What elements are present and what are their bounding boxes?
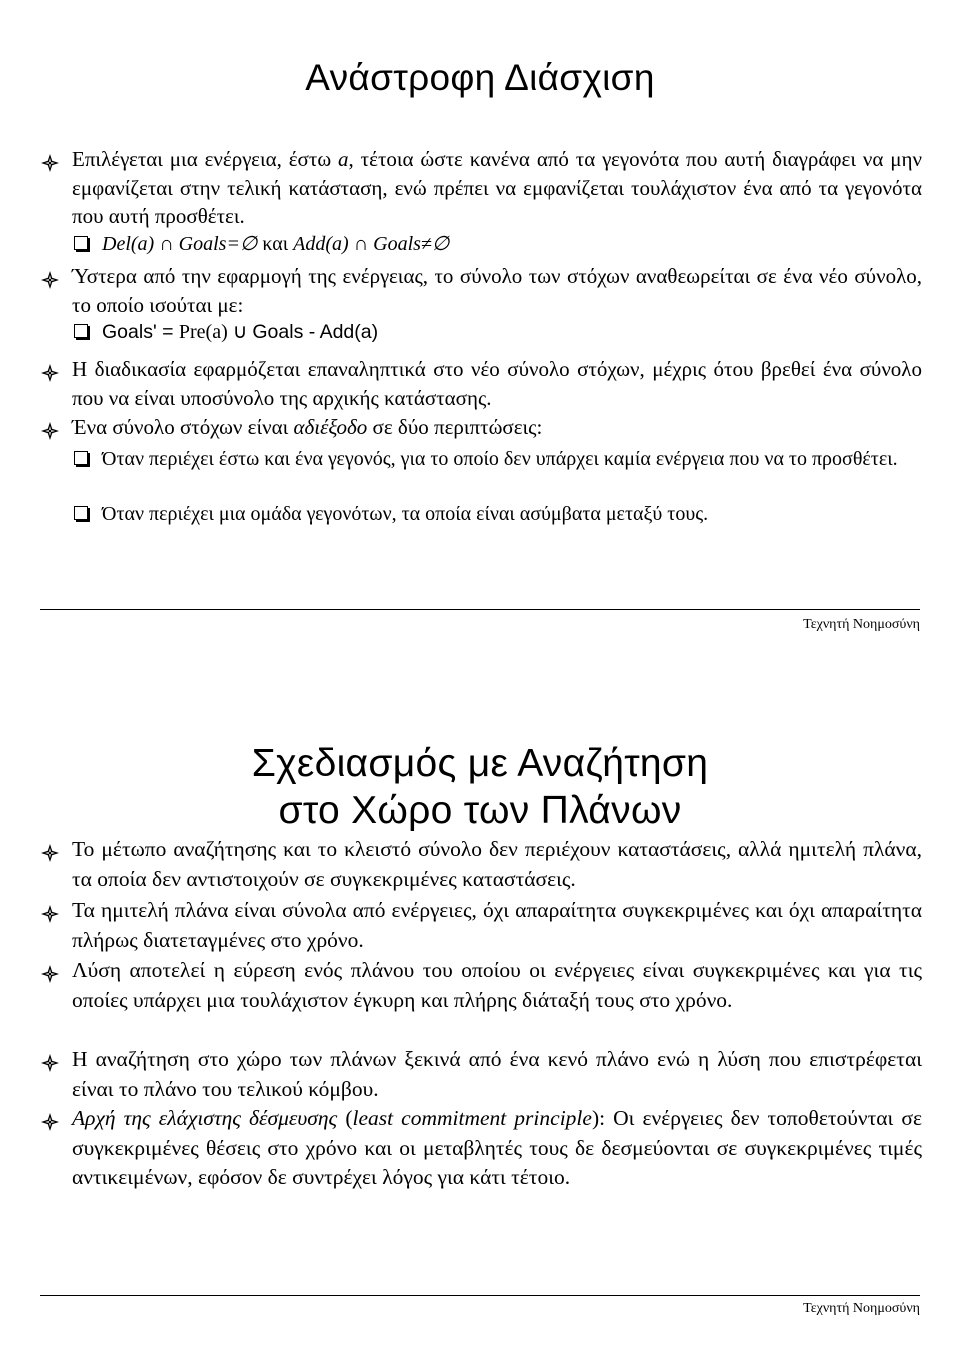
bullet-item [40, 956, 922, 1015]
bullet-item [40, 835, 922, 894]
footer-label: Τεχνητή Νοημοσύνη [803, 1301, 920, 1316]
sub-item-text: Όταν περιέχει μια ομάδα γεγονότων, τα οποία είναι ασύμβατα μεταξύ τους. [102, 503, 709, 525]
square-bullet-icon [74, 451, 88, 465]
sub-item-text: Del(a) ∩ Goals=∅ και Add(a) ∩ Goals≠∅ [102, 233, 450, 255]
diamond-bullet-icon [40, 266, 60, 294]
diamond-bullet-icon [40, 900, 60, 928]
bullet-item [40, 1104, 922, 1193]
diamond-bullet-icon [40, 417, 60, 445]
square-bullet-icon [74, 324, 88, 338]
slide-backward-search [0, 0, 960, 660]
bullet-text: Λύση αποτελεί η εύρεση ενός πλάνου του οποίου οι ενέργειες είναι συγκεκριμένες και για τις οποίες υπάρχει μια τουλάχιστον έγκυρη και πλήρης διάταξή τους στο χρόνο. [72, 958, 922, 1012]
diamond-bullet-icon [40, 1049, 60, 1077]
sub-item [72, 500, 922, 529]
bullet-text: Η αναζήτηση στο χώρο των πλάνων ξεκινά από ένα κενό πλάνο ενώ η λύση που επιστρέφεται είναι το πλάνο του τελικού κόμβου. [72, 1047, 922, 1101]
bullet-item [40, 262, 922, 319]
square-bullet-icon [74, 236, 88, 250]
sub-item [72, 445, 922, 474]
bullet-item [40, 355, 922, 412]
bullet-item [40, 145, 922, 231]
footer-rule [40, 609, 920, 610]
bullet-text: Ύστερα από την εφαρμογή της ενέργειας, το σύνολο των στόχων αναθεωρείται σε ένα νέο σύνολο, το οποίο ισούται με: [72, 264, 922, 317]
bullet-text: Αρχή της ελάχιστης δέσμευσης (least commitment principle): Οι ενέργειες δεν τοποθετούνται σε συγκεκριμένες θέσεις στο χρόνο και οι μεταβλητές τους δε δεσμεύονται σε συγκεκριμένες τιμές αντικειμένων, εφόσον δε συντρέχει λόγος για κάτι τέτοιο. [72, 1106, 922, 1189]
bullet-item [40, 1045, 922, 1104]
diamond-bullet-icon [40, 149, 60, 177]
square-bullet-icon [74, 506, 88, 520]
bullet-item [40, 896, 922, 955]
diamond-bullet-icon [40, 839, 60, 867]
page-separator [0, 660, 960, 683]
bullet-text: Η διαδικασία εφαρμόζεται επαναληπτικά στο νέο σύνολο στόχων, μέχρις ότου βρεθεί ένα σύνολο που να είναι υποσύνολο της αρχικής κατάστασης. [72, 357, 922, 410]
sub-item-text: Όταν περιέχει έστω και ένα γεγονός, για το οποίο δεν υπάρχει καμία ενέργεια που να το προσθέτει. [102, 448, 898, 470]
diamond-bullet-icon [40, 960, 60, 988]
bullet-text: Τα ημιτελή πλάνα είναι σύνολα από ενέργειες, όχι απαραίτητα συγκεκριμένες και όχι απαραίτητα πλήρως διατεταγμένες στο χρόνο. [72, 898, 922, 952]
sub-item [72, 318, 922, 347]
diamond-bullet-icon [40, 359, 60, 387]
slide-title-line2: στο Χώρο των Πλάνων [278, 789, 682, 832]
bullet-text: Ένα σύνολο στόχων είναι αδιέξοδο σε δύο περιπτώσεις: [72, 415, 543, 439]
bullet-text: Το μέτωπο αναζήτησης και το κλειστό σύνολο δεν περιέχουν καταστάσεις, αλλά ημιτελή πλάνα, τα οποία δεν αντιστοιχούν σε συγκεκριμένες καταστάσεις. [72, 837, 922, 891]
slide-title-line1: Σχεδιασμός με Αναζήτηση [251, 742, 709, 785]
sub-item [72, 230, 922, 259]
sub-item-text: Goals' = Pre(a) ∪ Goals - Add(a) [102, 321, 379, 343]
bullet-item [40, 413, 922, 442]
bullet-text: Επιλέγεται μια ενέργεια, έστω a, τέτοια ώστε κανένα από τα γεγονότα που αυτή διαγράφει να μην εμφανίζεται στην τελική κατάσταση, ενώ πρέπει να εμφανίζεται τουλάχιστον ένα από τα γεγονότα που αυτή προσθέτει. [72, 147, 922, 228]
diamond-bullet-icon [40, 1108, 60, 1136]
slide-title: Ανάστροφη Διάσχιση [305, 57, 655, 98]
footer-rule [40, 1295, 920, 1296]
slide-plan-space-search [0, 683, 960, 1367]
footer-label: Τεχνητή Νοημοσύνη [803, 617, 920, 632]
